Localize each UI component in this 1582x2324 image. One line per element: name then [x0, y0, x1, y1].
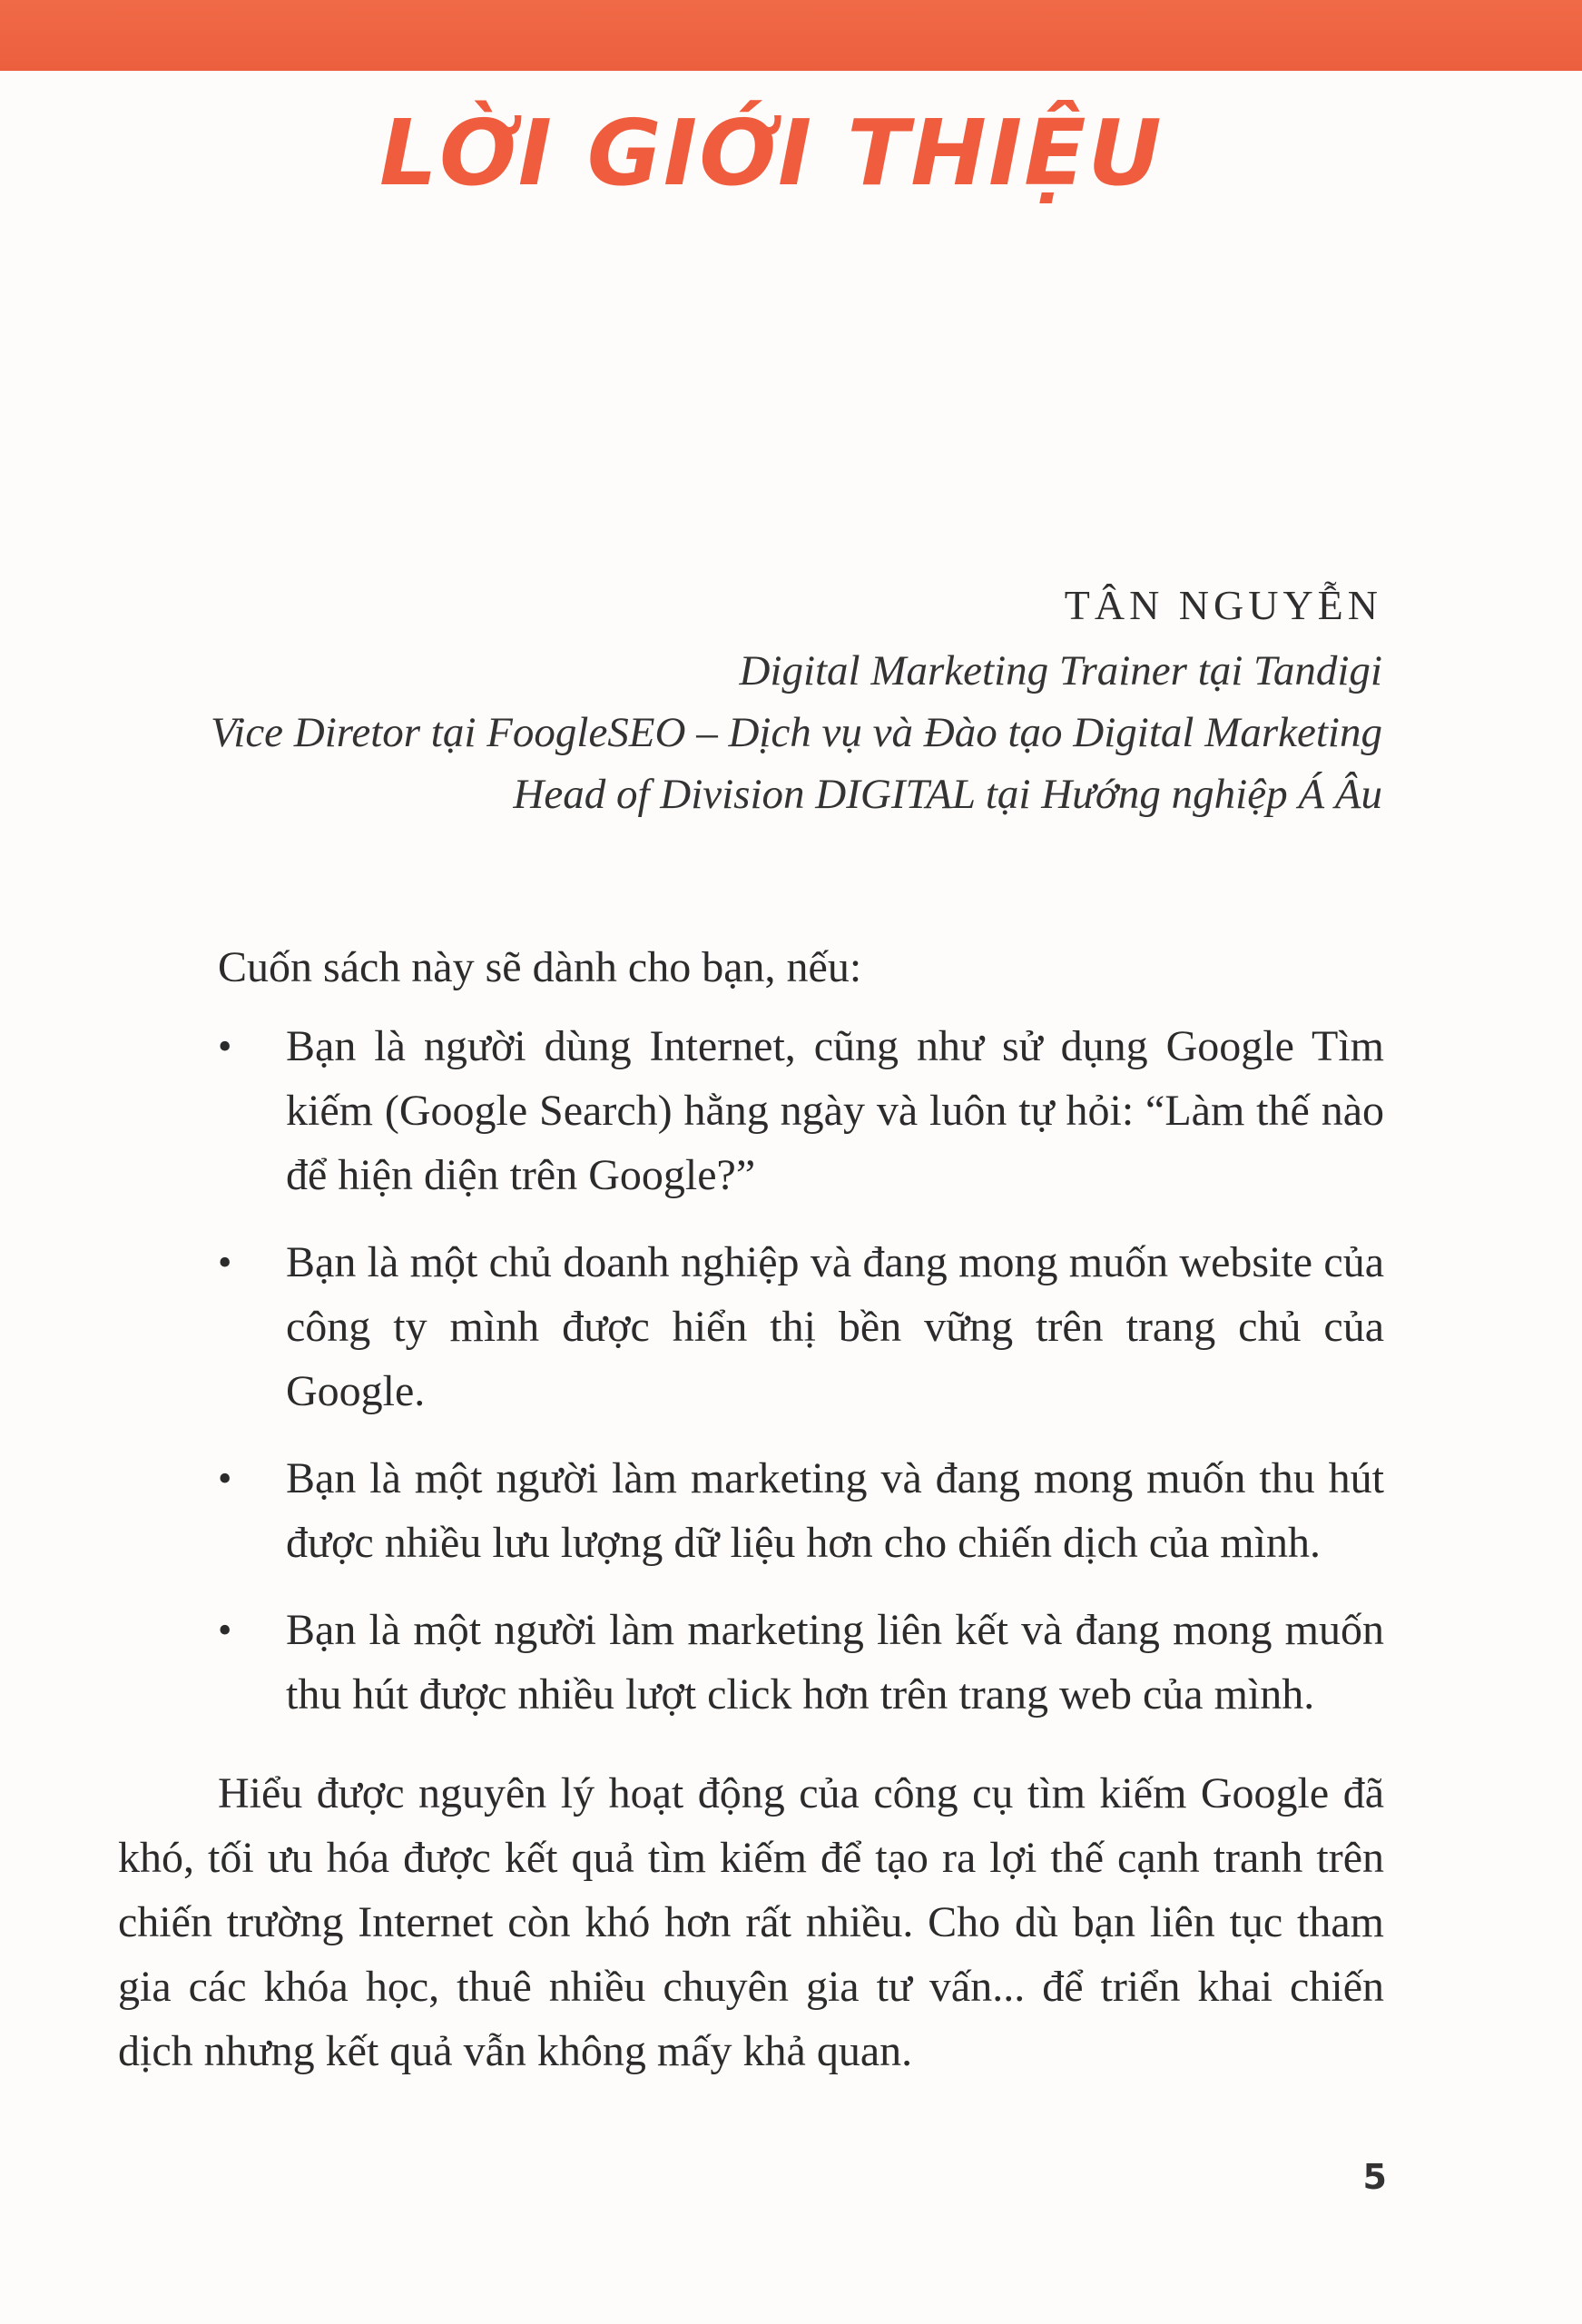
author-role-2: Vice Diretor tại FoogleSEO – Dịch vụ và Đào tạo Digital Marketing — [211, 709, 1382, 756]
author-role-1: Digital Marketing Trainer tại Tandigi — [739, 647, 1382, 694]
body-text — [118, 935, 1384, 2083]
bullet-text: Bạn là người dùng Internet, cũng như sử dụng Google Tìm kiếm (Google Search) hằng ngày và luôn tự hỏi: “Làm thế nào để hiện diện trên Google?” — [286, 1022, 1384, 1199]
top-color-band — [0, 0, 1582, 71]
bullet-text: Bạn là một người làm marketing và đang mong muốn thu hút được nhiều lưu lượng dữ liệu hơn cho chiến dịch của mình. — [286, 1454, 1384, 1567]
author-block — [112, 581, 1382, 825]
page-number: 5 — [1362, 2157, 1387, 2197]
bullet-icon: • — [218, 1456, 232, 1501]
bullet-icon: • — [218, 1240, 232, 1285]
bullet-icon: • — [218, 1024, 232, 1068]
bullet-list — [118, 1014, 1384, 1727]
author-name: TÂN NGUYỄN — [1064, 582, 1382, 628]
bullet-text: Bạn là một chủ doanh nghiệp và đang mong muốn website của công ty mình được hiển thị bền vững trên trang chủ của Google. — [286, 1238, 1384, 1415]
body-paragraph: Hiểu được nguyên lý hoạt động của công cụ tìm kiếm Google đã khó, tối ưu hóa được kết quả tìm kiếm để tạo ra lợi thế cạnh tranh trên chiến trường Internet còn khó hơn rất nhiều. Cho dù bạn liên tục tham gia các khóa học, thuê nhiều chuyên gia tư vấn... để triển khai chiến dịch nhưng kết quả vẫn không mấy khả quan. — [118, 1769, 1384, 2075]
bullet-icon: • — [218, 1608, 232, 1652]
list-item — [118, 1598, 1384, 1727]
intro-line: Cuốn sách này sẽ dành cho bạn, nếu: — [218, 943, 862, 991]
page-title: LỜI GIỚI THIỆU — [379, 100, 1164, 206]
bullet-text: Bạn là một người làm marketing liên kết và đang mong muốn thu hút được nhiều lượt click hơn trên trang web của mình. — [286, 1606, 1384, 1718]
list-item — [118, 1014, 1384, 1207]
author-role-3: Head of Division DIGITAL tại Hướng nghiệp Á Âu — [513, 771, 1382, 818]
list-item — [118, 1230, 1384, 1423]
list-item — [118, 1446, 1384, 1575]
